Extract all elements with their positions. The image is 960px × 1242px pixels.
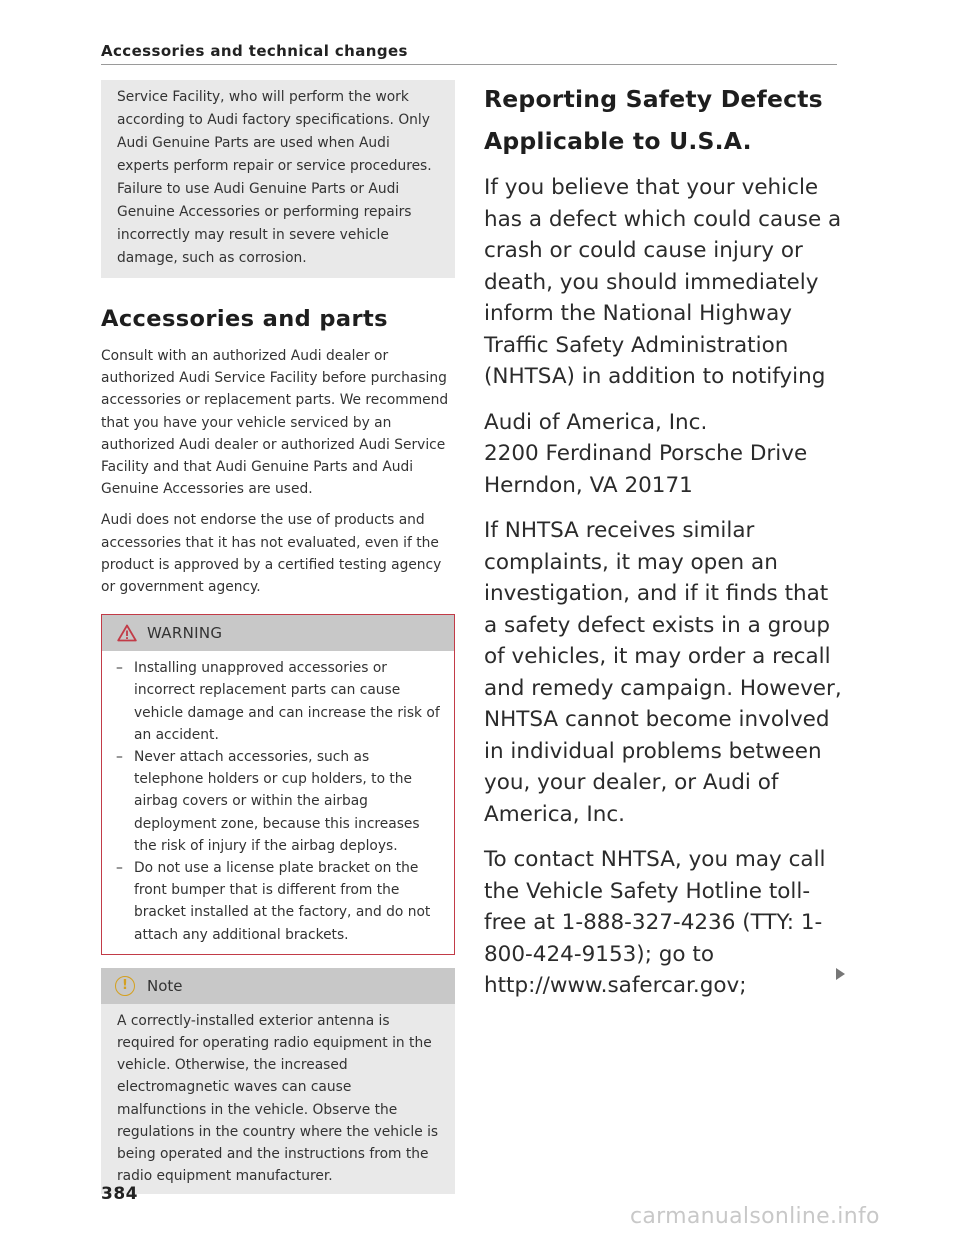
address-line-1: Audi of America, Inc. [484,409,708,435]
dash-bullet: – [116,860,123,877]
warning-item [116,746,442,857]
paragraph-nhtsa-complaints: If NHTSA receives similar complaints, it may open an investigation, and if it finds that a safety defect exists in a group of vehicles, it may order a recall and remedy campaign. However, NHTSA cannot become involved in individual problems between you, your dealer, or Audi of America, Inc. [484,518,842,827]
chapter-title: Accessories and technical changes [101,42,408,60]
warning-item-text: Installing unapproved accessories or incorrect replacement parts can cause vehicle damage and can increase the risk of an accident. [134,660,440,743]
dash-bullet: – [116,749,123,766]
warning-item-text: Never attach accessories, such as telephone holders or cup holders, to the airbag covers or within the airbag deployment zone, because this increases the risk of injury if the airbag deploys. [134,749,420,854]
left-column [101,80,455,1194]
safety-defects-title-line1: Reporting Safety Defects [484,85,823,113]
address-line-2: 2200 Ferdinand Porsche Drive [484,441,808,466]
section-title-accessories: Accessories and parts [101,306,388,332]
intro-box [101,80,455,278]
note-title: Note [147,976,183,995]
safety-defects-title-line2: Applicable to U.S.A. [484,127,752,155]
note-header [101,968,455,1004]
page-header [101,42,837,65]
paragraph-contact-nhtsa: To contact NHTSA, you may call the Vehicle Safety Hotline toll-free at 1-888-327-4236 (TTY: 1-800-424-9153); go to http://www.safercar.gov; [484,847,826,998]
warning-title: WARNING [147,624,223,643]
note-text: A correctly-installed exterior antenna is required for operating radio equipment in the vehicle. Otherwise, the increased electromagnetic waves can cause malfunctions in the vehicle. Observe the regulations in the country where the vehicle is being operated and the instructions from the radio equipment manufacturer. [101,1004,455,1194]
warning-item-text: Do not use a license plate bracket on the front bumper that is different from the bracket installed at the factory, and do not attach any additional brackets. [134,860,431,943]
note-box [101,968,455,1194]
warning-box [101,614,455,955]
intro-box-text: Service Facility, who will perform the work according to Audi factory specifications. Only Audi Genuine Parts are used when Audi experts perform repair or service procedures. Failure to use Audi Genuine Parts or Audi Genuine Accessories or performing repairs incorrectly may result in severe vehicle damage, such as corrosion. [117,89,432,266]
warning-item [116,857,442,946]
paragraph-consult: Consult with an authorized Audi dealer or authorized Audi Service Facility before purchasing accessories or replacement parts. We recommend that you have your vehicle serviced by an authorized Audi dealer or authorized Audi Service Facility and that Audi Genuine Parts and Audi Genuine Accessories are used. [101,348,449,498]
warning-item [116,657,442,746]
dash-bullet: – [116,660,123,677]
continue-arrow-icon [836,968,845,980]
note-info-icon: ! [115,976,135,996]
address-line-3: Herndon, VA 20171 [484,472,693,498]
warning-list [102,651,454,954]
paragraph-endorse: Audi does not endorse the use of products and accessories that it has not evaluated, even if the product is approved by a certified testing agency or government agency. [101,512,442,596]
warning-header [102,615,454,651]
paragraph-believe-defect: If you believe that your vehicle has a defect which could cause a crash or could cause injury or death, you should immediately inform the National Highway Traffic Safety Administration (NHTSA) in addition to notifying [484,175,842,389]
watermark: carmanualsonline.info [630,1204,880,1229]
page-number: 384 [101,1184,138,1204]
right-column [484,78,844,1012]
warning-triangle-icon [117,624,137,642]
